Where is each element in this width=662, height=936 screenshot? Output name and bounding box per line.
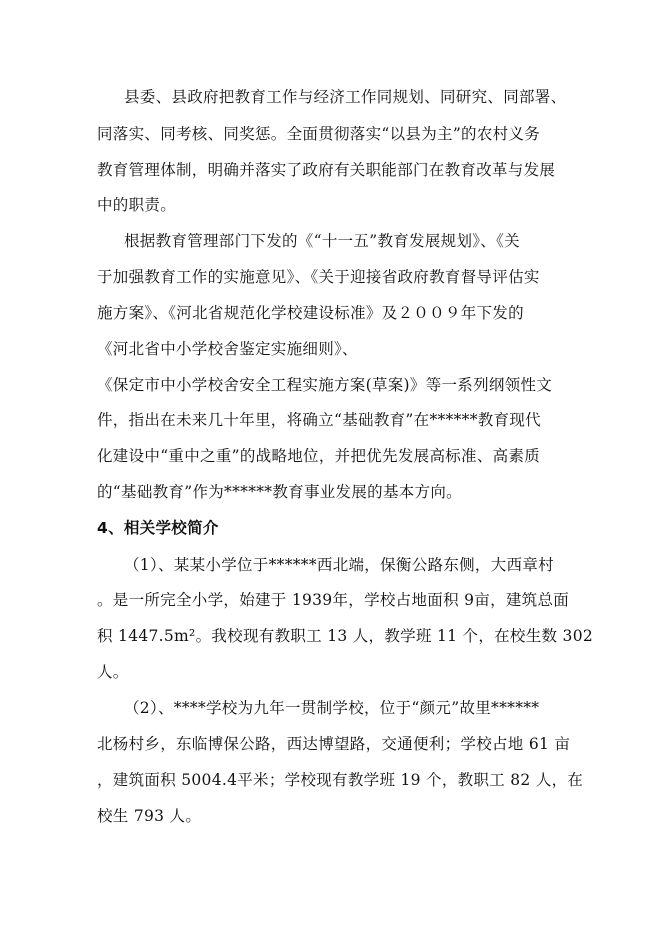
text-line: 校生 793 人。 xyxy=(97,807,202,825)
text-line: 于加强教育工作的实施意见》、《关于迎接省政府教育督导评估实 xyxy=(97,268,540,286)
text-line: ，建筑面积 5004.4平米；学校现有教学班 19 个，教职工 82 人，在 xyxy=(97,771,584,789)
text-line: 施方案》、《河北省规范化学校建设标准》及２００９年下发的 xyxy=(97,304,524,322)
text-line: 中的职责。 xyxy=(97,196,177,214)
text-line: 县委、县政府把教育工作与经济工作同规划、同研究、同部署、 xyxy=(124,88,567,106)
section-heading: 4、相关学校简介 xyxy=(97,519,219,537)
text-line: 根据教育管理部门下发的《“十一五”教育发展规划》、《关 xyxy=(124,232,520,250)
text-line: （2）、****学校为九年一贯制学校，位于“颜元”故里****** xyxy=(124,699,540,717)
text-line: 积 1447.5m²。我校现有教职工 13 人，教学班 11 个，在校生数 302 xyxy=(97,627,594,645)
text-line: 同落实、同考核、同奖惩。全面贯彻落实“以县为主”的农村义务 xyxy=(97,125,541,143)
text-line: 《河北省中小学校舍鉴定实施细则》、 xyxy=(97,340,358,358)
text-line: 件，指出在未来几十年里，将确立“基础教育”在******教育现代 xyxy=(97,411,541,429)
text-line: 北杨村乡，东临博保公路，西达博望路，交通便利；学校占地 61 亩 xyxy=(97,735,571,753)
text-line: 人。 xyxy=(97,663,129,681)
text-line: 。是一所完全小学，始建于 1939年，学校占地面积 9亩，建筑总面 xyxy=(97,591,570,609)
text-line: 化建设中“重中之重”的战略地位，并把优先发展高标准、高素质 xyxy=(97,447,541,465)
text-line: 《保定市中小学校舍安全工程实施方案(草案)》等一系列纲领性文 xyxy=(97,376,553,394)
text-line: 教育管理体制，明确并落实了政府有关职能部门在教育改革与发展 xyxy=(97,161,556,179)
text-line: 的“基础教育”作为******教育事业发展的基本方向。 xyxy=(97,483,462,501)
text-line: （1）、某某小学位于******西北端，保衡公路东侧，大西章村 xyxy=(124,556,554,574)
